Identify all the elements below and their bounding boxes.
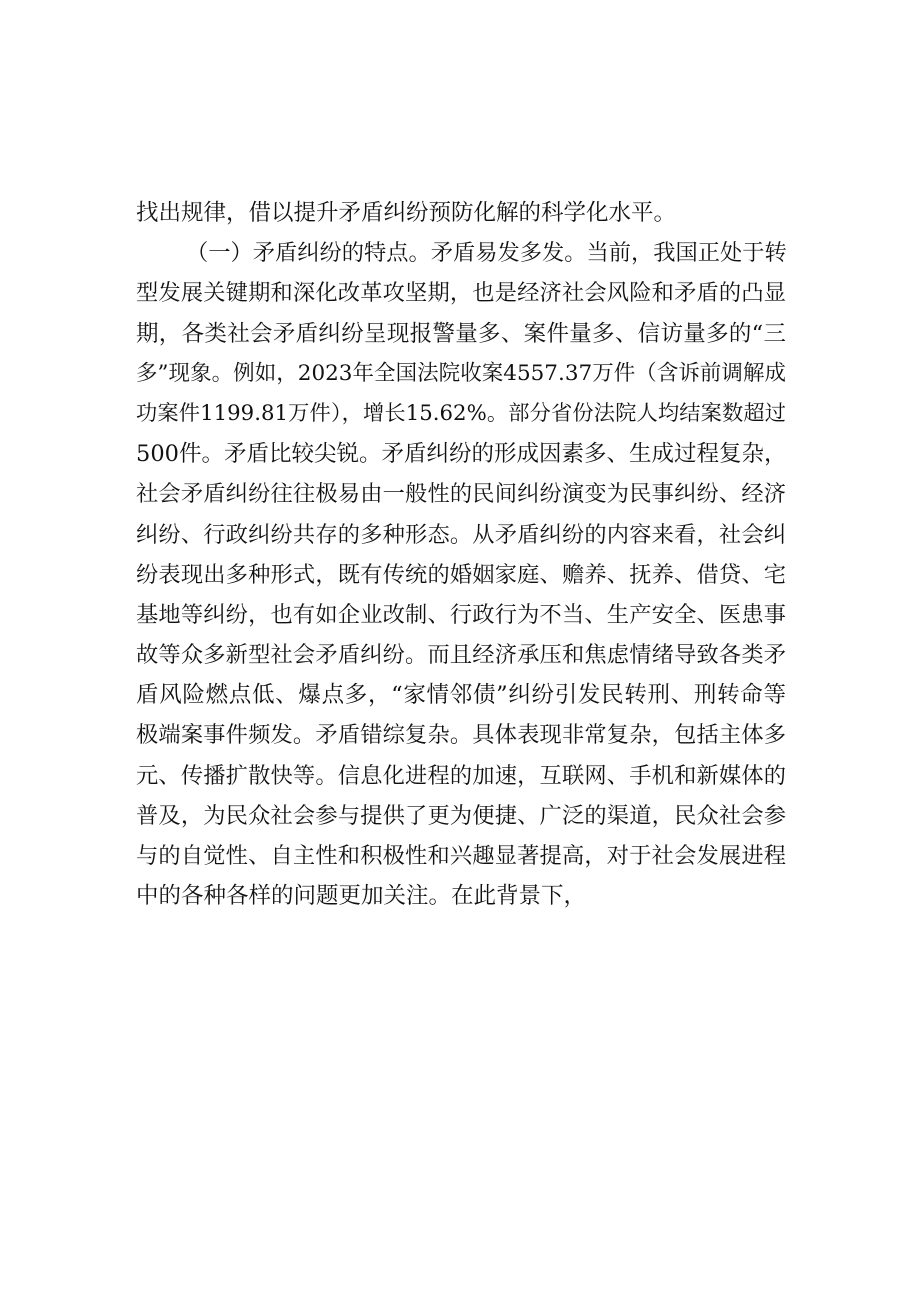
- text-line: 盾风险燃点低、爆点多，“家情邻债”纠纷引发民转刑、刑转命等: [136, 682, 786, 709]
- text-line: 与的自觉性、自主性和积极性和兴趣显著提高，对于社会发展进程: [136, 843, 786, 869]
- body-text: [136, 193, 786, 916]
- text-line: 普及，为民众社会参与提供了更为便捷、广泛的渠道，民众社会参: [136, 802, 786, 829]
- text-line: 中的各种各样的问题更加关注。在此背景下，: [136, 883, 587, 910]
- text-line: 多”现象。例如，2023年全国法院收案4557.37万件（含诉前调解成: [136, 360, 786, 386]
- text-line: 基地等纠纷，也有如企业改制、行政行为不当、生产安全、医患事: [136, 601, 786, 628]
- text-line: 极端案事件频发。矛盾错综复杂。具体表现非常复杂，包括主体多: [136, 722, 786, 749]
- text-line: 找出规律，借以提升矛盾纠纷预防化解的科学化水平。: [136, 200, 677, 226]
- text-line: 型发展关键期和深化改革攻坚期，也是经济社会风险和矛盾的凸显: [136, 280, 786, 307]
- text-line: 纠纷、行政纠纷共存的多种形态。从矛盾纠纷的内容来看，社会纠: [136, 521, 786, 548]
- text-line: 期，各类社会矛盾纠纷呈现报警量多、案件量多、信访量多的“三: [136, 320, 786, 347]
- section-heading-line: （一）矛盾纠纷的特点。矛盾易发多发。当前，我国正处于转: [186, 240, 787, 267]
- text-line: 纷表现出多种形式，既有传统的婚姻家庭、赡养、抚养、借贷、宅: [136, 561, 786, 588]
- text-line: 功案件1199.81万件），增长15.62%。部分省份法院人均结案数超过: [136, 400, 786, 426]
- text-line: 故等众多新型社会矛盾纠纷。而且经济承压和焦虑情绪导致各类矛: [136, 642, 786, 669]
- text-line: 500件。矛盾比较尖锐。矛盾纠纷的形成因素多、生成过程复杂，: [136, 441, 787, 468]
- text-line: 元、传播扩散快等。信息化进程的加速，互联网、手机和新媒体的: [136, 762, 786, 789]
- text-line: 社会矛盾纠纷往往极易由一般性的民间纠纷演变为民事纠纷、经济: [136, 481, 786, 508]
